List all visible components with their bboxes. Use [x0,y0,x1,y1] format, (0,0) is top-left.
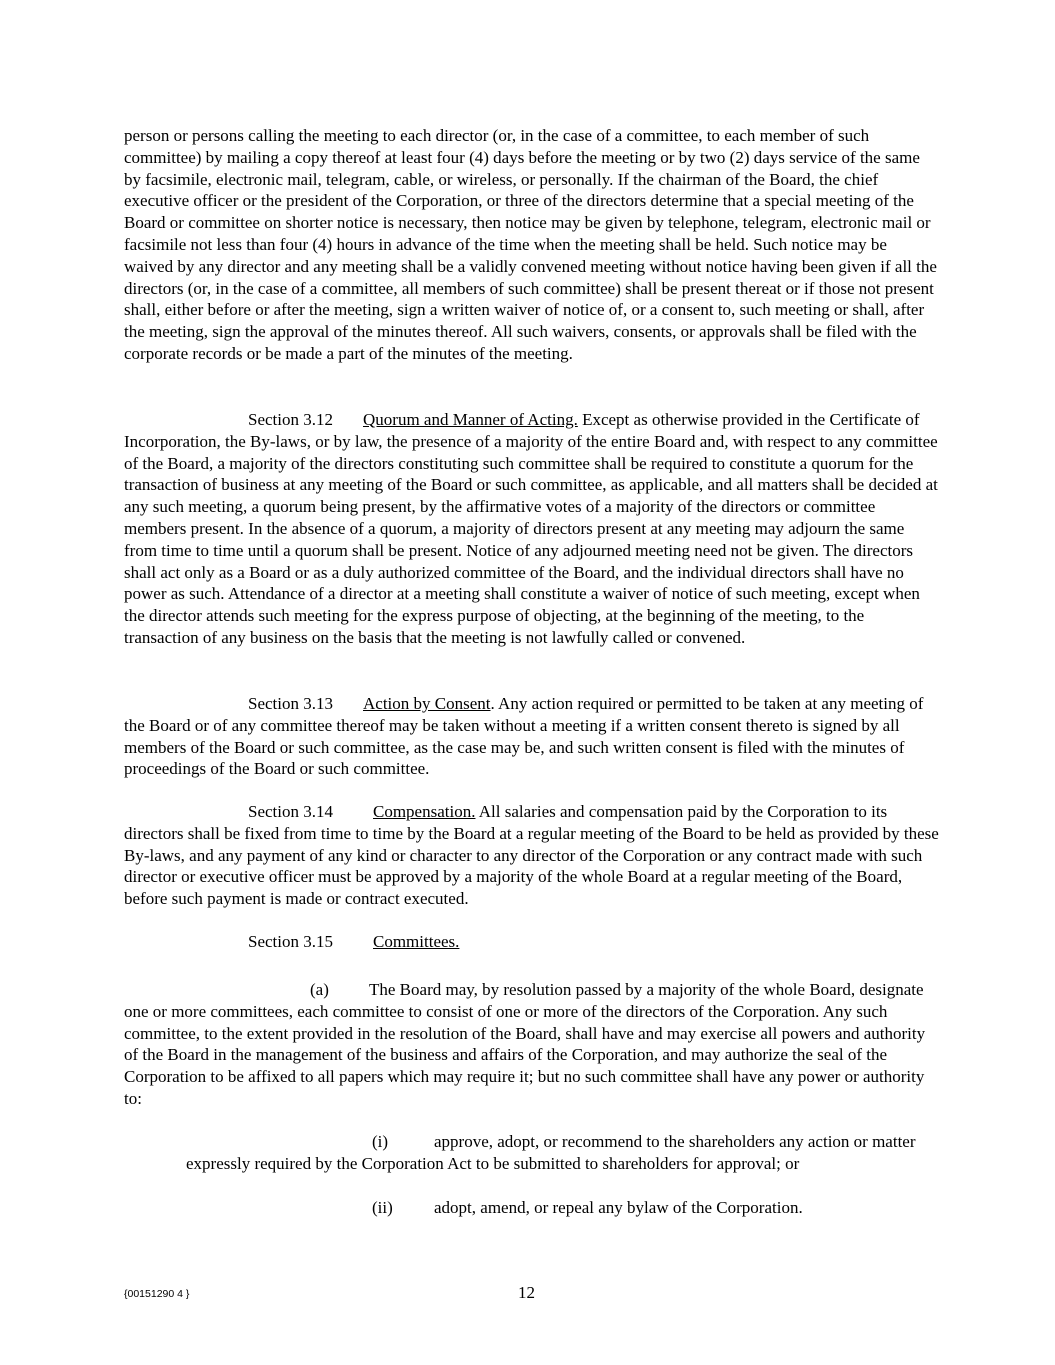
list-item-ii-text: adopt, amend, or repeal any bylaw of the Corporation. [434,1198,803,1217]
section-3-13-number: Section 3.13 [248,694,333,713]
section-3-12-text: Except as otherwise provided in the Certificate of Incorporation, the By-laws, or by law, the presence of a majority of the entire Board and, with respect to any committee of the Board, a majority of the directors constituting such committee shall be required to constitute a quorum for the transaction of business at any meeting of the Board or such committee, as applicable, and all matters shall be decided at any such meeting, a quorum being present, by the affirmative votes of a majority of the directors or committee members present. In the absence of a quorum, a majority of directors present at any meeting may adjourn the same from time to time until a quorum shall be present. Notice of any adjourned meeting need not be given. The directors shall act only as a Board or as a duly authorized committee of the Board, and the individual directors shall have no power as such. Attendance of a director at a meeting shall constitute a waiver of notice of such meeting, except when the director attends such meeting for the express purpose of objecting, at the beginning of the meeting, to the transaction of any business on the basis that the meeting is not lawfully called or convened. [124,410,938,647]
list-item-ii [186,1197,931,1219]
section-3-14 [0,801,939,910]
list-item-i-text: approve, adopt, or recommend to the shareholders any action or matter expressly required by the Corporation Act to be submitted to shareholders for approval; or [186,1132,916,1173]
section-3-14-text: All salaries and compensation paid by the Corporation to its directors shall be fixed from time to time by the Board at a regular meeting of the Board to be held as provided by these By-laws, and any payment of any kind or character to any director of the Corporation or any contract made with such director or executive officer must be approved by a majority of the whole Board at a regular meeting of the Board, before such payment is made or contract executed. [124,802,939,909]
list-item-i [186,1131,931,1175]
page-number: 12 [518,1283,535,1302]
section-3-12 [0,409,939,649]
section-3-12-title: Quorum and Manner of Acting. [363,410,578,429]
section-3-14-title: Compensation. [373,802,476,821]
footer-document-id: {00151290 4 } [124,1288,190,1300]
subsection-a-label: (a) [310,980,329,999]
intro-paragraph [124,125,939,365]
section-3-15-number: Section 3.15 [248,932,333,951]
list-item-i-label: (i) [372,1132,389,1151]
section-3-13 [0,693,939,780]
subsection-a-text: The Board may, by resolution passed by a majority of the whole Board, designate one or more committees, each committee to consist of one or more of the directors of the Corporation. Any such committee, to the extent provided in the resolution of the Board, shall have and may exercise all powers and authority of the Board in the management of the business and affairs of the Corporation, and may authorize the seal of the Corporation to be affixed to all papers which may require it; but no such committee shall have any power or authority to: [124,980,926,1108]
section-3-14-number: Section 3.14 [248,802,333,821]
section-3-15-title: Committees. [373,932,460,951]
section-3-13-text: . Any action required or permitted to be taken at any meeting of the Board or of any committee thereof may be taken without a meeting if a written consent thereto is signed by all members of the Board or such committee, as the case may be, and such written consent is filed with the minutes of proceedings of the Board or such committee. [124,694,924,779]
list-item-ii-label: (ii) [372,1198,393,1217]
intro-paragraph-text: person or persons calling the meeting to each director (or, in the case of a committee, to each member of such committee) by mailing a copy thereof at least four (4) days before the meeting or by two (2) days service of the same by facsimile, electronic mail, telegram, cable, or wireless, or personally. If the chairman of the Board, the chief executive officer or the president of the Corporation, or three of the directors determine that a special meeting of the Board or committee on shorter notice is necessary, then notice may be given by telephone, telegram, electronic mail or facsimile not less than four (4) hours in advance of the time when the meeting shall be held. Such notice may be waived by any director and any meeting shall be a validly convened meeting without notice having been given if all the directors (or, in the case of a committee, all members of such committee) shall be present thereat or if those not present shall, either before or after the meeting, sign a written waiver of notice of, or a consent to, such meeting or shall, after the meeting, sign the approval of the minutes thereof. All such waivers, consents, or approvals shall be filed with the corporate records or be made a part of the minutes of the meeting. [124,126,937,363]
section-3-15 [0,931,939,953]
section-3-12-number: Section 3.12 [248,410,333,429]
subsection-a [124,979,939,1110]
section-3-13-title: Action by Consent [363,694,491,713]
